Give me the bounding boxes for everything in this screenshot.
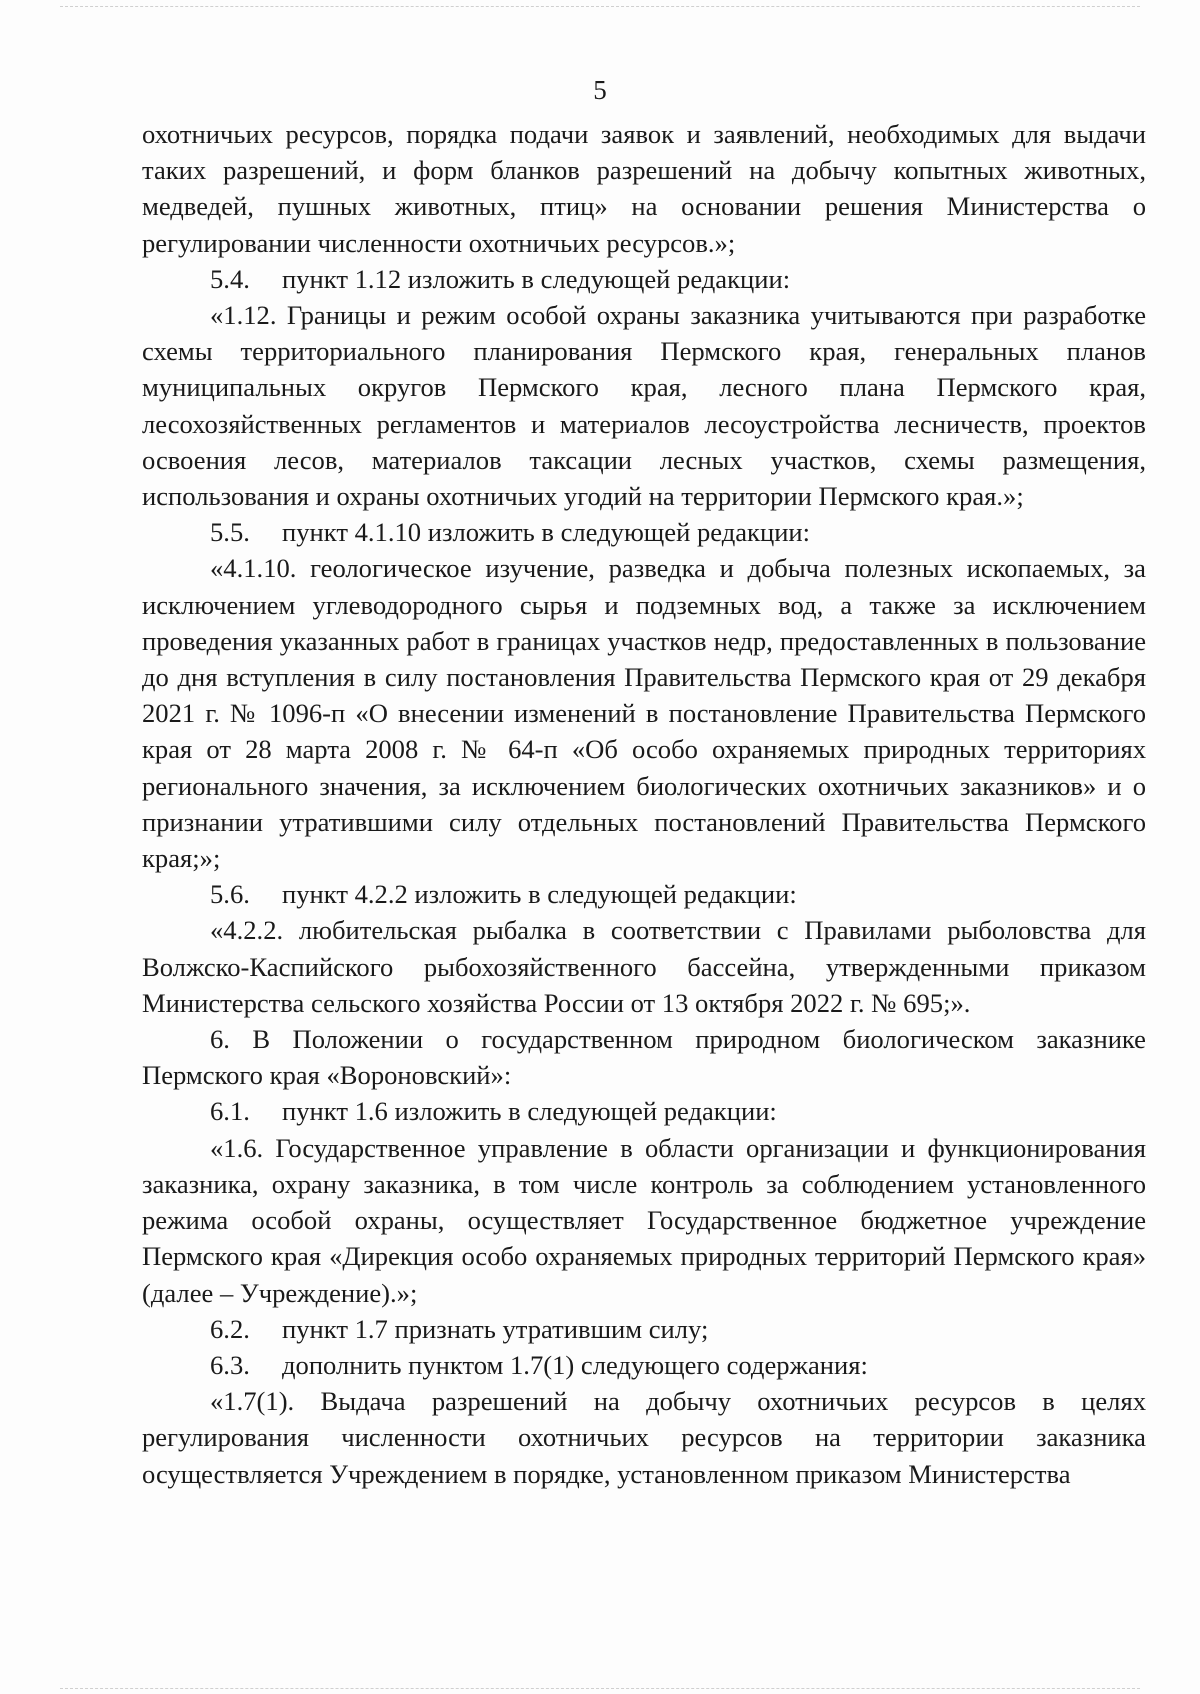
paragraph-section-6: 6. В Положении о государственном природном биологическом заказнике Пермского края «Вороновский»: [142,1024,1146,1091]
paragraph-1-6: «1.6. Государственное управление в области организации и функционирования заказника, охрану заказника, в том числе контроль за соблюдением установленного режима особой охраны, осуществляет Государственное бюджетное учреждение Пермского края «Дирекция особо охраняемых природных территорий Пермского края» (далее – Учреждение).»; [142,1132,1146,1308]
document-body [142,116,1146,1492]
item-text: пункт 1.12 изложить в следующей редакции: [282,263,791,294]
scan-edge-bottom [60,1688,1140,1689]
paragraph-1-12: «1.12. Границы и режим особой охраны заказника учитываются при разработке схемы территориального планирования Пермского края, генеральных планов муниципальных округов Пермского края, лесного плана Пермского края, лесохозяйственных регламентов и материалов лесоустройства лесничеств, проектов освоения лесов, материалов таксации лесных участков, схемы размещения, использования и охраны охотничьих угодий на территории Пермского края.»; [142,300,1146,512]
list-item-6-2 [142,1311,1146,1347]
list-item-5-5 [142,514,1146,550]
list-item-6-3 [142,1347,1146,1383]
list-item-5-6 [142,876,1146,912]
list-item-6-1 [142,1093,1146,1129]
item-text: пункт 1.7 признать утратившим силу; [282,1313,709,1344]
item-number: 6.2. [210,1313,250,1344]
item-text: пункт 1.6 изложить в следующей редакции: [282,1096,777,1127]
scan-edge-top [60,6,1140,7]
page-number: 5 [593,75,607,105]
paragraph-4-2-2: «4.2.2. любительская рыбалка в соответствии с Правилами рыболовства для Волжско-Каспийского рыбохозяйственного бассейна, утвержденными приказом Министерства сельского хозяйства России от 13 октября 2022 г. № 695;». [142,915,1146,1018]
paragraph-continuation: охотничьих ресурсов, порядка подачи заявок и заявлений, необходимых для выдачи таких разрешений, и форм бланков разрешений на добычу копытных животных, медведей, пушных животных, птиц» на основании решения Министерства о регулировании численности охотничьих ресурсов.»; [142,119,1146,258]
item-number: 5.5. [210,517,250,548]
item-text: пункт 4.2.2 изложить в следующей редакции: [282,879,797,910]
item-number: 5.6. [210,879,250,910]
item-number: 6.1. [210,1096,250,1127]
item-text: дополнить пунктом 1.7(1) следующего содержания: [282,1349,868,1380]
item-number: 6.3. [210,1349,250,1380]
item-number: 5.4. [210,263,250,294]
paragraph-4-1-10: «4.1.10. геологическое изучение, разведка и добыча полезных ископаемых, за исключением углеводородного сырья и подземных вод, а также за исключением проведения указанных работ в границах участков недр, предоставленных в пользование до дня вступления в силу постановления Правительства Пермского края от 29 декабря 2021 г. № 1096-п «О внесении изменений в постановление Правительства Пермского края от 28 марта 2008 г. № 64-п «Об особо охраняемых природных территориях регионального значения, за исключением биологических охотничьих заказников» и о признании утратившими силу отдельных постановлений Правительства Пермского края;»; [142,553,1146,874]
item-text: пункт 4.1.10 изложить в следующей редакции: [282,517,811,548]
list-item-5-4 [142,261,1146,297]
paragraph-1-7-1: «1.7(1). Выдача разрешений на добычу охотничьих ресурсов в целях регулирования численности охотничьих ресурсов на территории заказника осуществляется Учреждением в порядке, установленном приказом Министерства [142,1386,1146,1489]
